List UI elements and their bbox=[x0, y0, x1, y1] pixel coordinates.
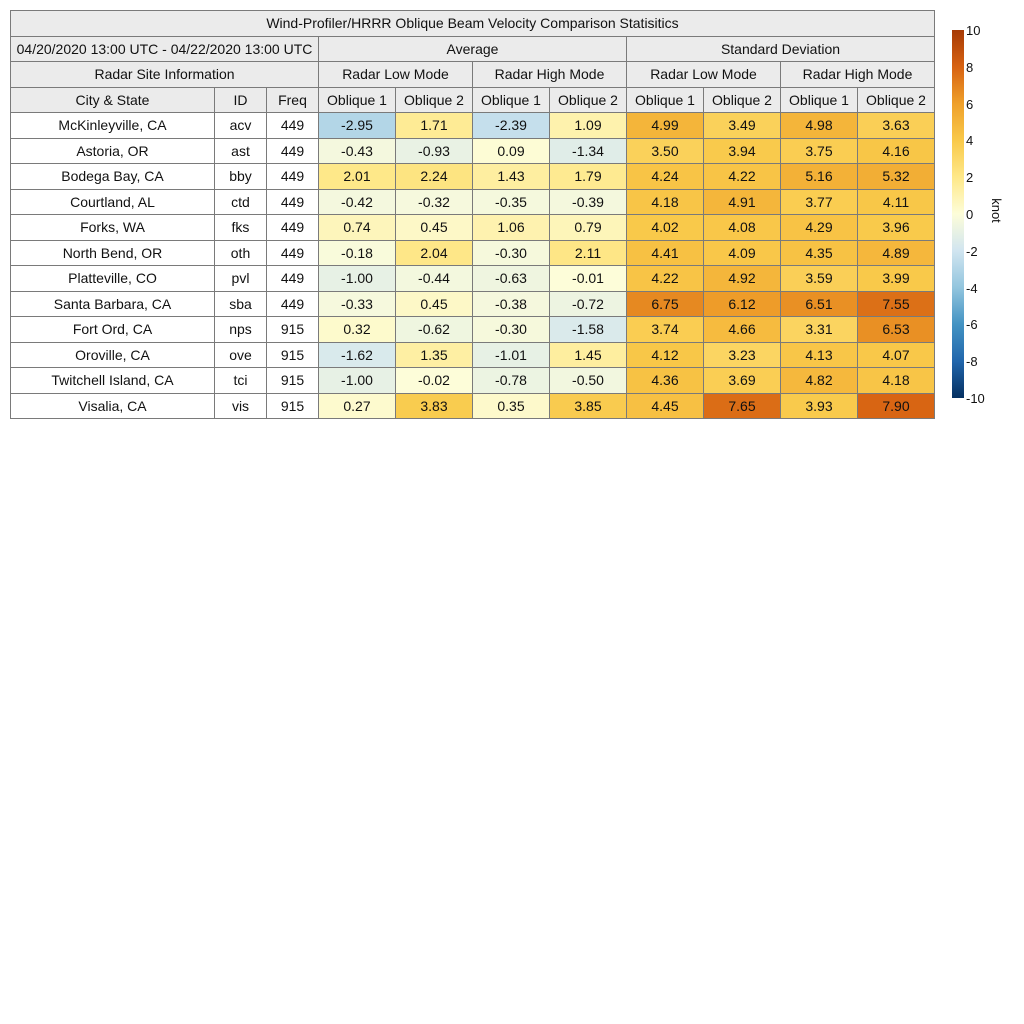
site-info-header: Radar Site Information bbox=[11, 62, 319, 88]
value-cell: 4.13 bbox=[781, 342, 858, 368]
column-header: Freq bbox=[267, 87, 319, 113]
value-cell: 3.96 bbox=[858, 215, 935, 241]
table-row bbox=[11, 342, 935, 368]
site-city-cell: Platteville, CO bbox=[11, 266, 215, 292]
site-city-cell: Oroville, CA bbox=[11, 342, 215, 368]
site-freq-cell: 915 bbox=[267, 317, 319, 343]
table-title: Wind-Profiler/HRRR Oblique Beam Velocity Comparison Statisitics bbox=[11, 11, 935, 37]
value-cell: 4.16 bbox=[858, 138, 935, 164]
site-id-cell: vis bbox=[215, 393, 267, 419]
value-cell: -0.72 bbox=[550, 291, 627, 317]
value-cell: 1.43 bbox=[473, 164, 550, 190]
value-cell: 0.09 bbox=[473, 138, 550, 164]
site-id-cell: sba bbox=[215, 291, 267, 317]
value-cell: 4.89 bbox=[858, 240, 935, 266]
column-header: Oblique 1 bbox=[781, 87, 858, 113]
value-cell: 4.36 bbox=[627, 368, 704, 394]
table-row bbox=[11, 138, 935, 164]
colorbar-tick-label: -6 bbox=[966, 317, 978, 333]
value-cell: -0.44 bbox=[396, 266, 473, 292]
average-header: Average bbox=[319, 36, 627, 62]
value-cell: 4.18 bbox=[858, 368, 935, 394]
site-freq-cell: 915 bbox=[267, 393, 319, 419]
value-cell: 0.27 bbox=[319, 393, 396, 419]
site-city-cell: Santa Barbara, CA bbox=[11, 291, 215, 317]
value-cell: 4.08 bbox=[704, 215, 781, 241]
colorbar-tick-label: 10 bbox=[966, 23, 981, 38]
table-body bbox=[11, 113, 935, 419]
colorbar-tick-label: 0 bbox=[966, 207, 974, 222]
column-header: Oblique 2 bbox=[396, 87, 473, 113]
value-cell: 6.12 bbox=[704, 291, 781, 317]
value-cell: 3.93 bbox=[781, 393, 858, 419]
value-cell: 3.23 bbox=[704, 342, 781, 368]
table-row bbox=[11, 240, 935, 266]
table-row bbox=[11, 368, 935, 394]
value-cell: -1.00 bbox=[319, 266, 396, 292]
value-cell: 0.32 bbox=[319, 317, 396, 343]
value-cell: -0.38 bbox=[473, 291, 550, 317]
value-cell: 5.32 bbox=[858, 164, 935, 190]
column-header: ID bbox=[215, 87, 267, 113]
value-cell: 1.71 bbox=[396, 113, 473, 139]
site-freq-cell: 449 bbox=[267, 164, 319, 190]
value-cell: -0.30 bbox=[473, 240, 550, 266]
value-cell: -0.43 bbox=[319, 138, 396, 164]
site-freq-cell: 449 bbox=[267, 113, 319, 139]
site-id-cell: ctd bbox=[215, 189, 267, 215]
site-freq-cell: 449 bbox=[267, 189, 319, 215]
value-cell: 3.83 bbox=[396, 393, 473, 419]
value-cell: 4.12 bbox=[627, 342, 704, 368]
value-cell: 5.16 bbox=[781, 164, 858, 190]
value-cell: -0.93 bbox=[396, 138, 473, 164]
colorbar-tick-label: 6 bbox=[966, 96, 974, 112]
value-cell: 4.22 bbox=[704, 164, 781, 190]
value-cell: 1.35 bbox=[396, 342, 473, 368]
table-row bbox=[11, 266, 935, 292]
value-cell: 1.45 bbox=[550, 342, 627, 368]
value-cell: -0.62 bbox=[396, 317, 473, 343]
value-cell: -1.62 bbox=[319, 342, 396, 368]
value-cell: -0.02 bbox=[396, 368, 473, 394]
value-cell: -0.01 bbox=[550, 266, 627, 292]
value-cell: 4.91 bbox=[704, 189, 781, 215]
value-cell: -0.30 bbox=[473, 317, 550, 343]
std-high-mode-header: Radar High Mode bbox=[781, 62, 935, 88]
value-cell: 3.77 bbox=[781, 189, 858, 215]
value-cell: 3.94 bbox=[704, 138, 781, 164]
site-city-cell: Forks, WA bbox=[11, 215, 215, 241]
value-cell: 0.79 bbox=[550, 215, 627, 241]
colorbar-tick-label: -10 bbox=[966, 391, 985, 406]
value-cell: -0.78 bbox=[473, 368, 550, 394]
value-cell: 6.53 bbox=[858, 317, 935, 343]
value-cell: 4.92 bbox=[704, 266, 781, 292]
site-id-cell: fks bbox=[215, 215, 267, 241]
value-cell: 6.51 bbox=[781, 291, 858, 317]
statistics-table bbox=[10, 10, 935, 419]
site-city-cell: North Bend, OR bbox=[11, 240, 215, 266]
value-cell: 3.49 bbox=[704, 113, 781, 139]
value-cell: 4.66 bbox=[704, 317, 781, 343]
site-id-cell: nps bbox=[215, 317, 267, 343]
value-cell: 2.04 bbox=[396, 240, 473, 266]
site-city-cell: Astoria, OR bbox=[11, 138, 215, 164]
period-label: 04/20/2020 13:00 UTC - 04/22/2020 13:00 UTC bbox=[11, 36, 319, 62]
value-cell: 2.01 bbox=[319, 164, 396, 190]
colorbar-tick-label: 8 bbox=[966, 59, 974, 75]
value-cell: 4.11 bbox=[858, 189, 935, 215]
value-cell: 0.35 bbox=[473, 393, 550, 419]
column-header: Oblique 1 bbox=[627, 87, 704, 113]
value-cell: 4.41 bbox=[627, 240, 704, 266]
colorbar-tick-label: -4 bbox=[966, 280, 978, 296]
value-cell: 7.65 bbox=[704, 393, 781, 419]
value-cell: -0.35 bbox=[473, 189, 550, 215]
value-cell: 3.74 bbox=[627, 317, 704, 343]
site-city-cell: Visalia, CA bbox=[11, 393, 215, 419]
avg-high-mode-header: Radar High Mode bbox=[473, 62, 627, 88]
column-header: Oblique 2 bbox=[704, 87, 781, 113]
site-id-cell: ast bbox=[215, 138, 267, 164]
value-cell: -2.95 bbox=[319, 113, 396, 139]
table-row bbox=[11, 215, 935, 241]
value-cell: -0.33 bbox=[319, 291, 396, 317]
table-row bbox=[11, 164, 935, 190]
value-cell: 3.75 bbox=[781, 138, 858, 164]
value-cell: 4.98 bbox=[781, 113, 858, 139]
site-freq-cell: 449 bbox=[267, 291, 319, 317]
site-city-cell: Courtland, AL bbox=[11, 189, 215, 215]
table-row bbox=[11, 291, 935, 317]
value-cell: -0.18 bbox=[319, 240, 396, 266]
value-cell: -1.58 bbox=[550, 317, 627, 343]
table-row bbox=[11, 189, 935, 215]
site-id-cell: pvl bbox=[215, 266, 267, 292]
value-cell: 3.50 bbox=[627, 138, 704, 164]
value-cell: 3.63 bbox=[858, 113, 935, 139]
site-id-cell: oth bbox=[215, 240, 267, 266]
value-cell: 4.35 bbox=[781, 240, 858, 266]
site-city-cell: Fort Ord, CA bbox=[11, 317, 215, 343]
value-cell: -0.32 bbox=[396, 189, 473, 215]
value-cell: 0.45 bbox=[396, 215, 473, 241]
value-cell: 4.82 bbox=[781, 368, 858, 394]
value-cell: -1.34 bbox=[550, 138, 627, 164]
value-cell: 4.09 bbox=[704, 240, 781, 266]
site-city-cell: Twitchell Island, CA bbox=[11, 368, 215, 394]
value-cell: 1.09 bbox=[550, 113, 627, 139]
table-row bbox=[11, 113, 935, 139]
value-cell: 0.74 bbox=[319, 215, 396, 241]
value-cell: -0.39 bbox=[550, 189, 627, 215]
site-freq-cell: 449 bbox=[267, 215, 319, 241]
value-cell: 2.24 bbox=[396, 164, 473, 190]
column-header: Oblique 1 bbox=[473, 87, 550, 113]
value-cell: -0.50 bbox=[550, 368, 627, 394]
value-cell: 1.79 bbox=[550, 164, 627, 190]
value-cell: 4.29 bbox=[781, 215, 858, 241]
colorbar-tick-label: -8 bbox=[966, 354, 978, 370]
site-id-cell: ove bbox=[215, 342, 267, 368]
colorbar-tick-label: 2 bbox=[966, 170, 974, 186]
value-cell: -0.42 bbox=[319, 189, 396, 215]
value-cell: 3.31 bbox=[781, 317, 858, 343]
value-cell: 4.22 bbox=[627, 266, 704, 292]
site-freq-cell: 449 bbox=[267, 138, 319, 164]
site-freq-cell: 449 bbox=[267, 266, 319, 292]
value-cell: 0.45 bbox=[396, 291, 473, 317]
value-cell: 3.69 bbox=[704, 368, 781, 394]
value-cell: -2.39 bbox=[473, 113, 550, 139]
site-id-cell: acv bbox=[215, 113, 267, 139]
value-cell: 4.45 bbox=[627, 393, 704, 419]
colorbar-tick-label: -2 bbox=[966, 243, 978, 259]
site-freq-cell: 915 bbox=[267, 368, 319, 394]
value-cell: -1.01 bbox=[473, 342, 550, 368]
value-cell: 3.99 bbox=[858, 266, 935, 292]
site-city-cell: McKinleyville, CA bbox=[11, 113, 215, 139]
avg-low-mode-header: Radar Low Mode bbox=[319, 62, 473, 88]
value-cell: -0.63 bbox=[473, 266, 550, 292]
site-freq-cell: 449 bbox=[267, 240, 319, 266]
column-header: Oblique 2 bbox=[550, 87, 627, 113]
table-row bbox=[11, 317, 935, 343]
colorbar-tick-label: 4 bbox=[966, 133, 974, 149]
value-cell: 4.02 bbox=[627, 215, 704, 241]
value-cell: 7.90 bbox=[858, 393, 935, 419]
value-cell: 7.55 bbox=[858, 291, 935, 317]
site-freq-cell: 915 bbox=[267, 342, 319, 368]
site-city-cell: Bodega Bay, CA bbox=[11, 164, 215, 190]
column-header-row bbox=[11, 87, 935, 113]
value-cell: 2.11 bbox=[550, 240, 627, 266]
value-cell: 3.59 bbox=[781, 266, 858, 292]
value-cell: 6.75 bbox=[627, 291, 704, 317]
value-cell: -1.00 bbox=[319, 368, 396, 394]
value-cell: 1.06 bbox=[473, 215, 550, 241]
column-header: Oblique 1 bbox=[319, 87, 396, 113]
std-low-mode-header: Radar Low Mode bbox=[627, 62, 781, 88]
std-dev-header: Standard Deviation bbox=[627, 36, 935, 62]
value-cell: 4.07 bbox=[858, 342, 935, 368]
colorbar-unit-label: knot bbox=[988, 198, 1004, 223]
colorbar bbox=[952, 30, 964, 398]
column-header: City & State bbox=[11, 87, 215, 113]
site-id-cell: bby bbox=[215, 164, 267, 190]
value-cell: 3.85 bbox=[550, 393, 627, 419]
site-id-cell: tci bbox=[215, 368, 267, 394]
table-row bbox=[11, 393, 935, 419]
value-cell: 4.99 bbox=[627, 113, 704, 139]
column-header: Oblique 2 bbox=[858, 87, 935, 113]
colorbar-gradient bbox=[952, 30, 964, 398]
value-cell: 4.18 bbox=[627, 189, 704, 215]
value-cell: 4.24 bbox=[627, 164, 704, 190]
